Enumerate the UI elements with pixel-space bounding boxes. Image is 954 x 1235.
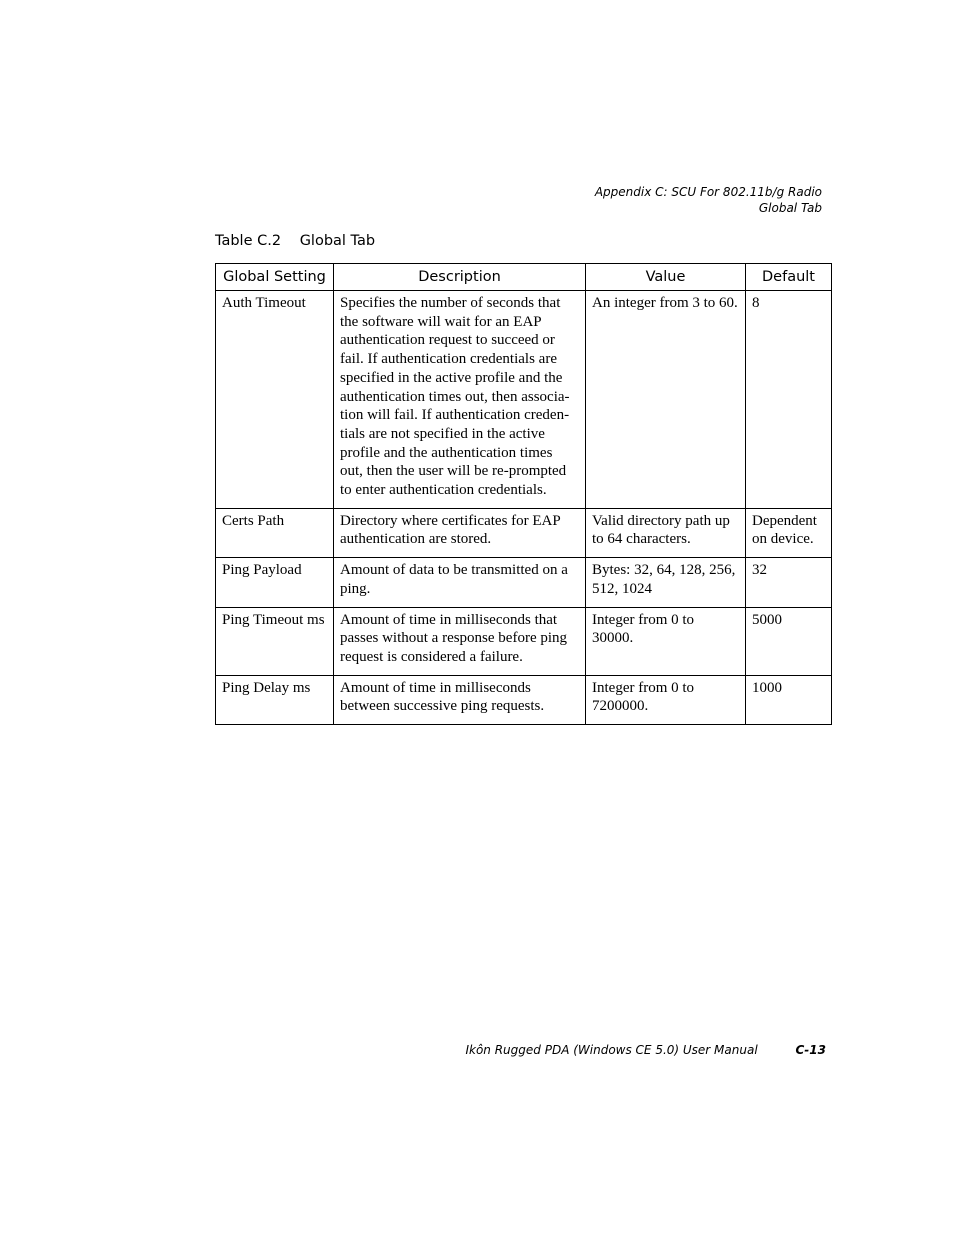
setting-cell: Ping Payload: [216, 558, 334, 607]
description-cell: Amount of time in milliseconds that passes without a response before ping request is considered a failure.: [334, 607, 586, 675]
header-section: Global Tab: [758, 201, 822, 215]
setting-cell: Ping Delay ms: [216, 675, 334, 724]
column-header-global-setting: Global Setting: [216, 264, 334, 291]
default-cell: 5000: [746, 607, 832, 675]
default-cell: 8: [746, 291, 832, 509]
header-chapter: Appendix C: SCU For 802.11b/g Radio: [594, 185, 822, 199]
default-cell: Dependent on device.: [746, 508, 832, 557]
setting-cell: Certs Path: [216, 508, 334, 557]
global-settings-table: [215, 263, 832, 725]
value-cell: Integer from 0 to 7200000.: [586, 675, 746, 724]
description-cell: Amount of data to be transmitted on a ping.: [334, 558, 586, 607]
page-number: C-13: [795, 1043, 826, 1057]
manual-title: Ikôn Rugged PDA (Windows CE 5.0) User Manual: [465, 1043, 758, 1057]
table-number: Table C.2: [215, 233, 282, 249]
setting-cell: Ping Timeout ms: [216, 607, 334, 675]
table-caption: [215, 233, 375, 249]
column-header-description: Description: [334, 264, 586, 291]
value-cell: Integer from 0 to 30000.: [586, 607, 746, 675]
column-header-value: Value: [586, 264, 746, 291]
running-footer: [465, 1043, 826, 1057]
table-row: [216, 675, 832, 724]
table-title: Global Tab: [299, 233, 376, 249]
column-header-default: Default: [746, 264, 832, 291]
default-cell: 1000: [746, 675, 832, 724]
description-cell: Directory where certificates for EAP authentication are stored.: [334, 508, 586, 557]
default-cell: 32: [746, 558, 832, 607]
setting-cell: Auth Timeout: [216, 291, 334, 509]
table-row: [216, 607, 832, 675]
value-cell: Bytes: 32, 64, 128, 256, 512, 1024: [586, 558, 746, 607]
table-row: [216, 558, 832, 607]
value-cell: Valid directory path up to 64 characters.: [586, 508, 746, 557]
table-header-row: [216, 264, 832, 291]
running-header: [595, 184, 822, 216]
value-cell: An integer from 3 to 60.: [586, 291, 746, 509]
description-cell: Amount of time in milliseconds between successive ping requests.: [334, 675, 586, 724]
table-row: [216, 508, 832, 557]
table-row: [216, 291, 832, 509]
description-cell: Specifies the number of seconds that the software will wait for an EAP authentication request to succeed or fail. If authentication credentials are specified in the active profile and the authentication times out, then associa-tion will fail. If authentication creden-tials are not specified in the active profile and the authentication times out, then the user will be re-prompted to enter authentication credentials.: [334, 291, 586, 509]
